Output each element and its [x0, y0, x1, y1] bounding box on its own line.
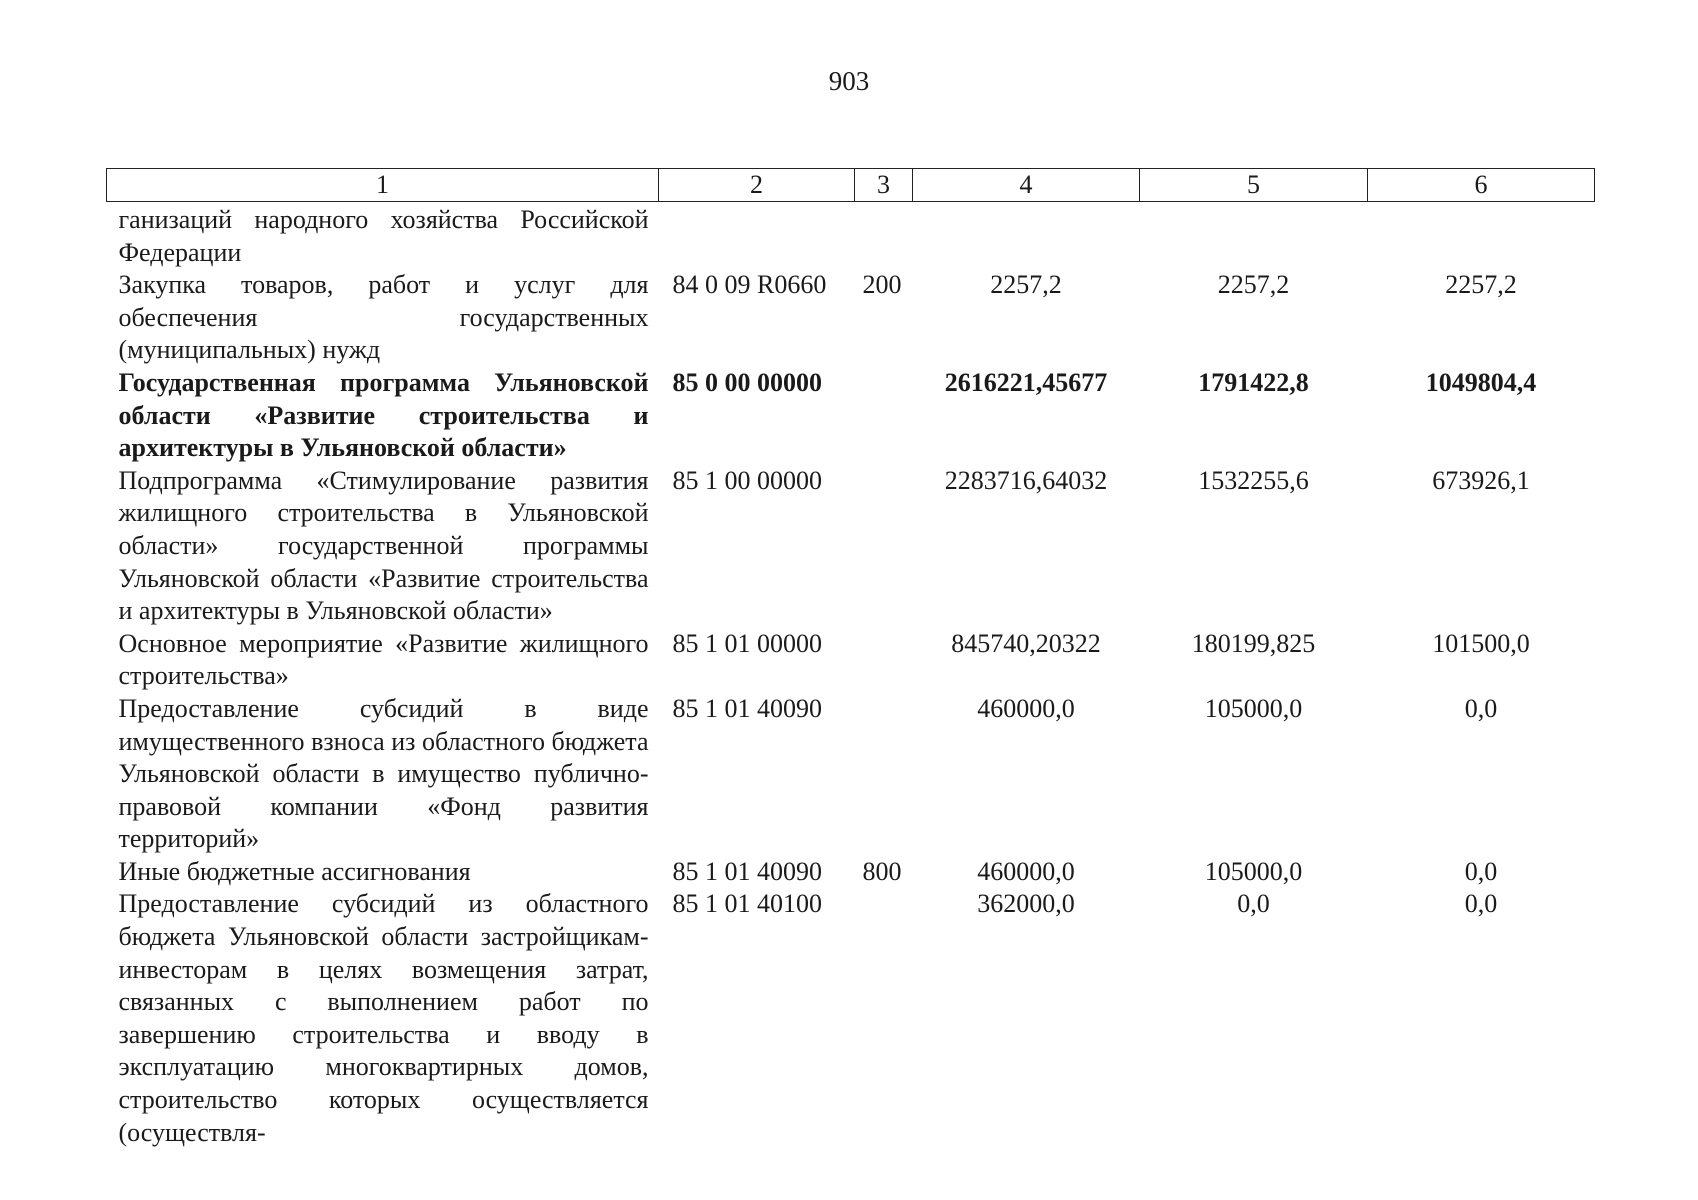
row-name: Иные бюджетные ассигнования: [118, 856, 471, 886]
table-row: [107, 269, 1595, 367]
row-type: [855, 202, 913, 270]
row-value-5: 2257,2: [1217, 270, 1290, 300]
row-value-6: 0,0: [1464, 856, 1498, 886]
row-value-5: 1791422,8: [1198, 367, 1309, 397]
header-col-2: 2: [659, 169, 855, 202]
table-row: [107, 888, 1595, 1149]
table-row: [107, 465, 1595, 628]
header-row: [107, 169, 1595, 202]
header-col-6: 6: [1368, 169, 1595, 202]
table-row: [107, 367, 1595, 465]
row-value-4: 362000,0: [977, 889, 1075, 919]
table-row: [107, 202, 1595, 270]
row-value-6: [1368, 202, 1595, 270]
header-col-4: 4: [913, 169, 1140, 202]
row-code: 85 1 01 40090: [672, 856, 822, 886]
row-value-5: 0,0: [1237, 889, 1270, 919]
row-type: [855, 465, 913, 628]
row-value-6: 1049804,4: [1425, 367, 1537, 397]
budget-table: [106, 168, 1595, 1149]
row-value-5: 180199,825: [1191, 628, 1316, 658]
row-value-4: 2283716,64032: [944, 465, 1108, 495]
page-number: 903: [828, 66, 870, 96]
row-type: 200: [862, 270, 902, 300]
row-name: Закупка товаров, работ и услуг для обеспечения государственных (муниципальных) нужд: [118, 270, 649, 365]
row-value-6: 0,0: [1464, 693, 1498, 723]
row-value-6: 101500,0: [1432, 628, 1530, 658]
row-value-6: 2257,2: [1445, 270, 1517, 300]
row-name: Предоставление субсидий из областного бюджета Ульяновской области застройщикам-инвесторам в целях возмещения затрат, связанных с выполнением работ по завершению строительства и вводу в эксплуатацию многоквартирных домов, строительство которых осуществляется (осуществля-: [118, 889, 649, 1147]
row-code: [659, 202, 855, 270]
row-name: Подпрограмма «Стимулирование развития жилищного строительства в Ульяновской области» государственной программы Ульяновской области «Развитие строительства и архитектуры в Ульяновской области»: [118, 465, 649, 626]
table-body: [107, 202, 1595, 1150]
row-value-6: 0,0: [1464, 889, 1498, 919]
row-value-5: [1140, 202, 1368, 270]
row-value-4: 845740,20322: [951, 628, 1101, 658]
table-row: [107, 628, 1595, 693]
row-code: 85 1 01 40090: [672, 693, 822, 723]
row-type: [855, 888, 913, 1149]
header-col-3: 3: [855, 169, 913, 202]
row-type: [855, 628, 913, 693]
row-value-4: [913, 202, 1140, 270]
row-value-6: 673926,1: [1432, 465, 1530, 495]
header-col-1: 1: [107, 169, 659, 202]
row-type: [855, 693, 913, 856]
row-name: Государственная программа Ульяновской области «Развитие строительства и архитектуры в Ульяновской области»: [118, 367, 649, 463]
row-code: 85 0 00 00000: [672, 367, 822, 397]
row-type: [855, 367, 913, 465]
row-value-5: 1532255,6: [1198, 465, 1309, 495]
row-value-4: 2616221,45677: [944, 367, 1108, 397]
table-row: [107, 856, 1595, 889]
table-header: [107, 169, 1595, 202]
row-code: 85 1 01 40100: [672, 889, 822, 919]
row-value-5: 105000,0: [1204, 856, 1303, 886]
table-row: [107, 693, 1595, 856]
row-code: 85 1 00 00000: [672, 465, 822, 495]
row-name: ганизаций народного хозяйства Российской Федерации: [118, 205, 649, 267]
row-type: 800: [862, 856, 902, 886]
row-code: 84 0 09 R0660: [672, 270, 827, 300]
row-value-4: 460000,0: [977, 856, 1075, 886]
header-col-5: 5: [1140, 169, 1368, 202]
row-value-4: 460000,0: [977, 693, 1075, 723]
row-code: 85 1 01 00000: [672, 628, 822, 658]
row-name: Предоставление субсидий в виде имущественного взноса из областного бюджета Ульяновской области в имущество публично-правовой компании «Фонд развития территорий»: [118, 693, 649, 854]
row-value-4: 2257,2: [990, 270, 1062, 300]
row-name: Основное мероприятие «Развитие жилищного строительства»: [118, 628, 649, 691]
row-value-5: 105000,0: [1204, 693, 1303, 723]
